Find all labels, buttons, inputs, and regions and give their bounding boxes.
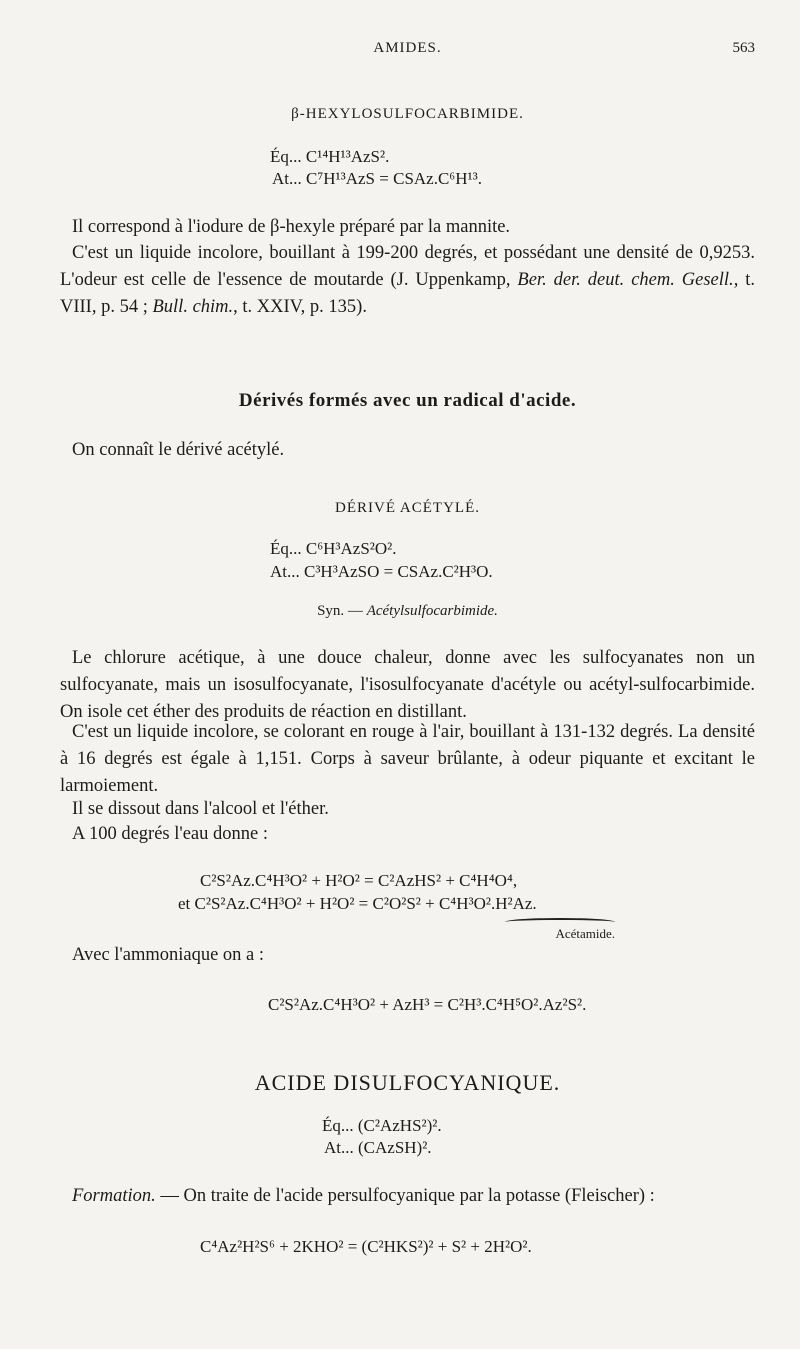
paragraph bbox=[60, 1183, 755, 1210]
section-title-disulfocyanic-acid: ACIDE DISULFOCYANIQUE. bbox=[254, 1070, 561, 1095]
formula-eq-value: C¹⁴H¹³AzS². bbox=[305, 147, 390, 166]
subsection-title-acetyl: DÉRIVÉ ACÉTYLÉ. bbox=[335, 500, 480, 516]
section-title-hexylosulfocarbimide: β-HEXYLOSULFOCARBIMIDE. bbox=[291, 106, 524, 122]
formula-atomic bbox=[270, 561, 755, 583]
running-title: AMIDES. bbox=[373, 40, 442, 56]
paragraph: On connaît le dérivé acétylé. bbox=[72, 440, 285, 460]
page-number: 563 bbox=[732, 40, 755, 56]
reference-title: Bull. chim. bbox=[152, 297, 234, 317]
running-head bbox=[60, 40, 755, 64]
formula-at-prefix: At... bbox=[270, 562, 300, 581]
formation-label: Formation. bbox=[72, 1186, 156, 1206]
paragraph: Il correspond à l'iodure de β-hexyle préparé par la mannite. bbox=[72, 217, 511, 237]
equation: C²S²Az.C⁴H³O² + AzH³ = C²H³.C⁴H⁵O².Az²S². bbox=[268, 995, 587, 1014]
paragraph: C'est un liquide incolore, se colorant en rouge à l'air, bouillant à 131-132 degrés. La densité à 16 degrés est égale à 1,151. Corps à saveur brûlante, à odeur piquante et excitant le larmoiement. bbox=[60, 722, 755, 796]
formula-equivalent bbox=[270, 538, 755, 560]
paragraph: Le chlorure acétique, à une douce chaleur, donne avec les sulfocyanates non un sulfocyanate, mais un isosulfocyanate, l'isosulfocyanate d'acétyle ou acétyl-sulfocarbimide. On isole cet éther des produits de réaction en distillant. bbox=[60, 648, 755, 722]
equation: et C²S²Az.C⁴H³O² + H²O² = C²O²S² + C⁴H³O².H²Az. bbox=[178, 894, 537, 913]
paragraph bbox=[60, 240, 755, 321]
paragraph: Avec l'ammoniaque on a : bbox=[72, 945, 265, 965]
formula-equivalent bbox=[270, 146, 755, 168]
paragraph-text: , t. XXIV, p. 135). bbox=[233, 297, 367, 317]
reference-title: Ber. der. deut. chem. Gesell. bbox=[517, 270, 734, 290]
formula-eq-value: C⁶H³AzS²O². bbox=[305, 539, 397, 558]
formula-at-prefix: At... bbox=[272, 169, 302, 188]
equation-label-acetamide: Acétamide. bbox=[555, 926, 615, 941]
formula-equivalent bbox=[322, 1115, 755, 1137]
synonym-line bbox=[60, 603, 755, 620]
acetamide-brace bbox=[470, 918, 615, 942]
formula-atomic bbox=[324, 1137, 755, 1159]
synonym-name: Acétylsulfocarbimide. bbox=[366, 603, 498, 619]
paragraph-text: — On traite de l'acide persulfocyanique par la potasse (Fleischer) : bbox=[155, 1186, 655, 1206]
underbrace bbox=[505, 918, 615, 926]
paragraph-text: , t. VIII, p. 54 ; bbox=[60, 270, 756, 317]
formula-at-prefix: At... bbox=[324, 1138, 354, 1157]
formula-atomic bbox=[272, 168, 755, 190]
section-heading-acid-radical: Dérivés formés avec un radical d'acide. bbox=[238, 390, 577, 411]
paragraph-text: C'est un liquide incolore, bouillant à 199-200 degrés, et possédant une densité de 0,9253. L'odeur est celle de l'essence de moutarde (J. Uppenkamp, bbox=[60, 243, 755, 290]
equation: C⁴Az²H²S⁶ + 2KHO² = (C²HKS²)² + S² + 2H²O². bbox=[200, 1237, 532, 1256]
paragraph: A 100 degrés l'eau donne : bbox=[72, 824, 268, 844]
formula-eq-prefix: Éq... bbox=[322, 1116, 354, 1135]
formula-at-value: C⁷H¹³AzS = CSAz.C⁶H¹³. bbox=[306, 169, 482, 188]
formula-at-value: C³H³AzSO = CSAz.C²H³O. bbox=[304, 562, 493, 581]
equation: C²S²Az.C⁴H³O² + H²O² = C²AzHS² + C⁴H⁴O⁴, bbox=[200, 871, 518, 890]
formula-eq-prefix: Éq... bbox=[270, 539, 302, 558]
formula-at-value: (CAzSH)². bbox=[358, 1138, 432, 1157]
formula-eq-value: (C²AzHS²)². bbox=[357, 1116, 442, 1135]
paragraph: Il se dissout dans l'alcool et l'éther. bbox=[72, 799, 329, 819]
formula-eq-prefix: Éq... bbox=[270, 147, 302, 166]
synonym-label: Syn. — bbox=[317, 603, 363, 619]
